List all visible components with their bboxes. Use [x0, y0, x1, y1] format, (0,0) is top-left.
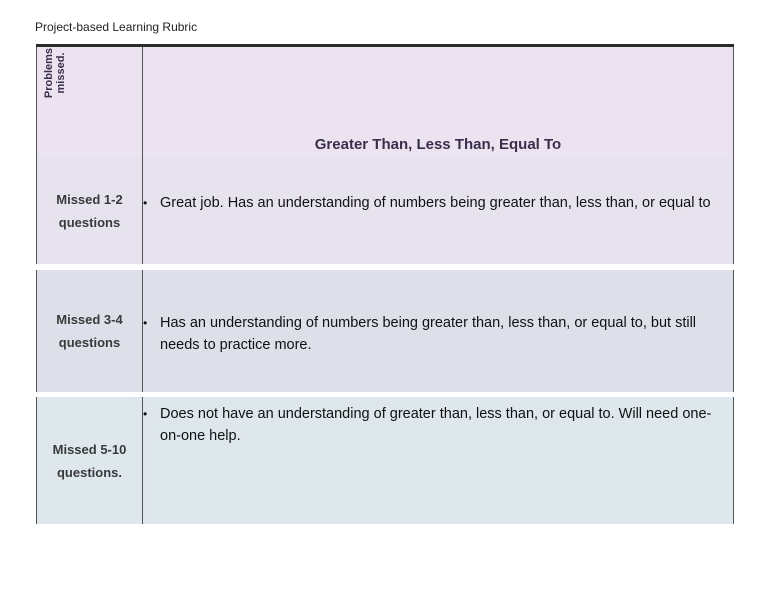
score-cell: Missed 3-4 questions [37, 270, 143, 392]
table-row [36, 157, 734, 264]
problems-missed-header: Problems missed. [43, 47, 67, 99]
description-cell [143, 157, 733, 264]
description-text: Does not have an understanding of greater than, less than, or equal to. Will need one-on-one help. [160, 406, 712, 444]
description-cell [143, 270, 733, 392]
description-text: Has an understanding of numbers being greater than, less than, or equal to, but still needs to practice more. [160, 315, 697, 353]
bullet-icon: • [143, 316, 148, 330]
rubric-criterion-title: Greater Than, Less Than, Equal To [314, 136, 562, 153]
score-cell: Missed 1-2 questions [37, 157, 143, 264]
rubric-table [36, 44, 734, 480]
header-left-cell [37, 47, 143, 157]
table-row [36, 270, 734, 392]
document-title: Project-based Learning Rubric [35, 20, 198, 34]
bullet-icon: • [143, 407, 148, 421]
description-text: Great job. Has an understanding of numbers being greater than, less than, or equal to [160, 195, 711, 211]
description-cell [143, 397, 733, 524]
score-cell: Missed 5-10 questions. [37, 397, 143, 524]
table-row [36, 397, 734, 524]
bullet-icon: • [143, 196, 148, 210]
table-header-row [36, 47, 734, 157]
